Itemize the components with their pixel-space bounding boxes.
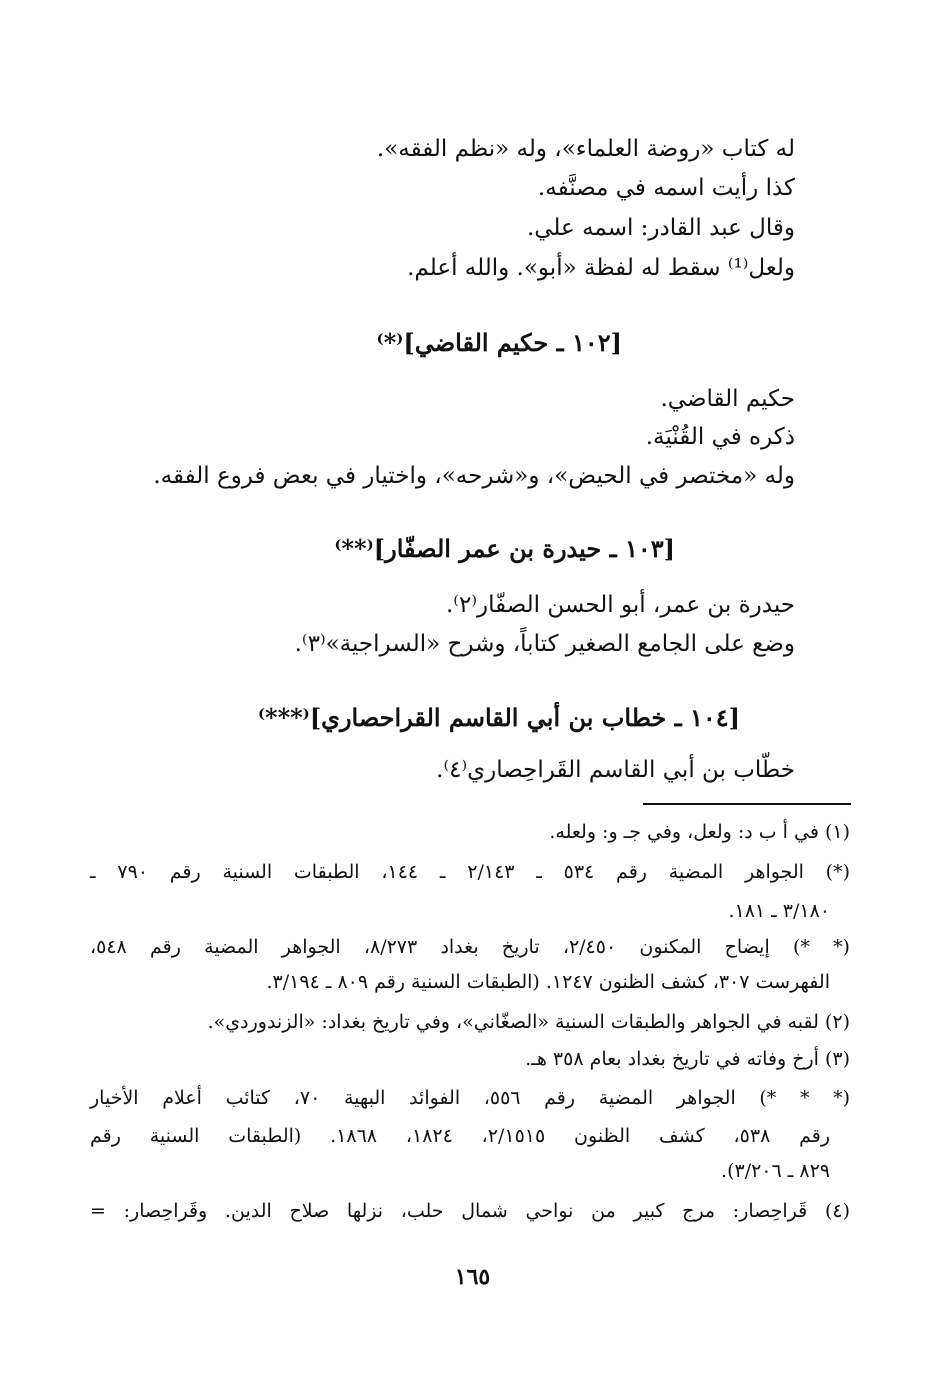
entry-heading-104: [١٠٤ ـ خطاب بن أبي القاسم القراحصاري]⁽***⁾: [257, 703, 740, 732]
body-line: له كتاب «روضة العلماء»، وله «نظم الفقه».: [376, 136, 795, 162]
body-line: كذا رأيت اسمه في مصنَّفه.: [537, 175, 795, 201]
footnote-line: ٣/١٨٠ ـ ١٨١.: [728, 900, 830, 922]
footnote-line: (٢) لقبه في الجواهر والطبقات السنية «الصغّاني»، وفي تاريخ بغداد: «الزندوردي».: [207, 1011, 850, 1033]
entry-heading-102: [١٠٢ ـ حكيم القاضي]⁽*⁾: [376, 328, 622, 357]
body-line: وله «مختصر في الحيض»، و«شرحه»، واختيار في بعض فروع الفقه.: [153, 463, 795, 489]
body-line: حيدرة بن عمر، أبو الحسن الصفّار⁽٢⁾.: [445, 592, 795, 618]
footnote-line: (٣) أرخ وفاته في تاريخ بغداد بعام ٣٥٨ هـ.: [525, 1048, 850, 1070]
body-line: وضع على الجامع الصغير كتاباً، وشرح «السراجية»⁽٣⁾.: [294, 631, 795, 657]
body-line: ذكره في القُنْيَة.: [645, 424, 795, 450]
footnote-divider: [643, 803, 851, 805]
footnote-line: (٤) قَراحِصار: مرج كبير من نواحي شمال حلب، نزلها صلاح الدين. وقَراحِصار: =: [90, 1200, 850, 1222]
page-number: ١٦٥: [454, 1264, 491, 1290]
footnote-line: الفهرست ٣٠٧، كشف الظنون ١٢٤٧. (الطبقات السنية رقم ٨٠٩ ـ ٣/١٩٤.: [266, 971, 830, 993]
entry-heading-103: [١٠٣ ـ حيدرة بن عمر الصفّار]⁽**⁾: [334, 534, 675, 563]
footnote-line: (*) الجواهر المضية رقم ٥٣٤ ـ ٢/١٤٣ ـ ١٤٤، الطبقات السنية رقم ٧٩٠ ـ: [90, 861, 851, 883]
footnote-line: (١) في أ ب د: ولعل، وفي جـ و: ولعله.: [549, 821, 850, 843]
body-line: حكيم القاضي.: [660, 386, 795, 412]
footnote-line: (* * *) الجواهر المضية رقم ٥٥٦، الفوائد البهية ٧٠، كتائب أعلام الأخيار: [90, 1087, 851, 1109]
body-line: وقال عبد القادر: اسمه علي.: [526, 215, 795, 241]
footnote-line: ٨٢٩ ـ ٣/٢٠٦).: [721, 1160, 830, 1182]
body-line: ولعل⁽¹⁾ سقط له لفظة «أبو». والله أعلم.: [407, 255, 795, 281]
footnote-line: (* *) إيضاح المكنون ٢/٤٥٠، تاريخ بغداد ٨/٢٧٣، الجواهر المضية رقم ٥٤٨،: [90, 936, 850, 958]
body-line: خطّاب بن أبي القاسم القَراحِصاري⁽٤⁾.: [436, 757, 795, 783]
footnote-line: رقم ٥٣٨، كشف الظنون ٢/١٥١٥، ١٨٢٤، ١٨٦٨. (الطبقات السنية رقم: [90, 1125, 831, 1147]
